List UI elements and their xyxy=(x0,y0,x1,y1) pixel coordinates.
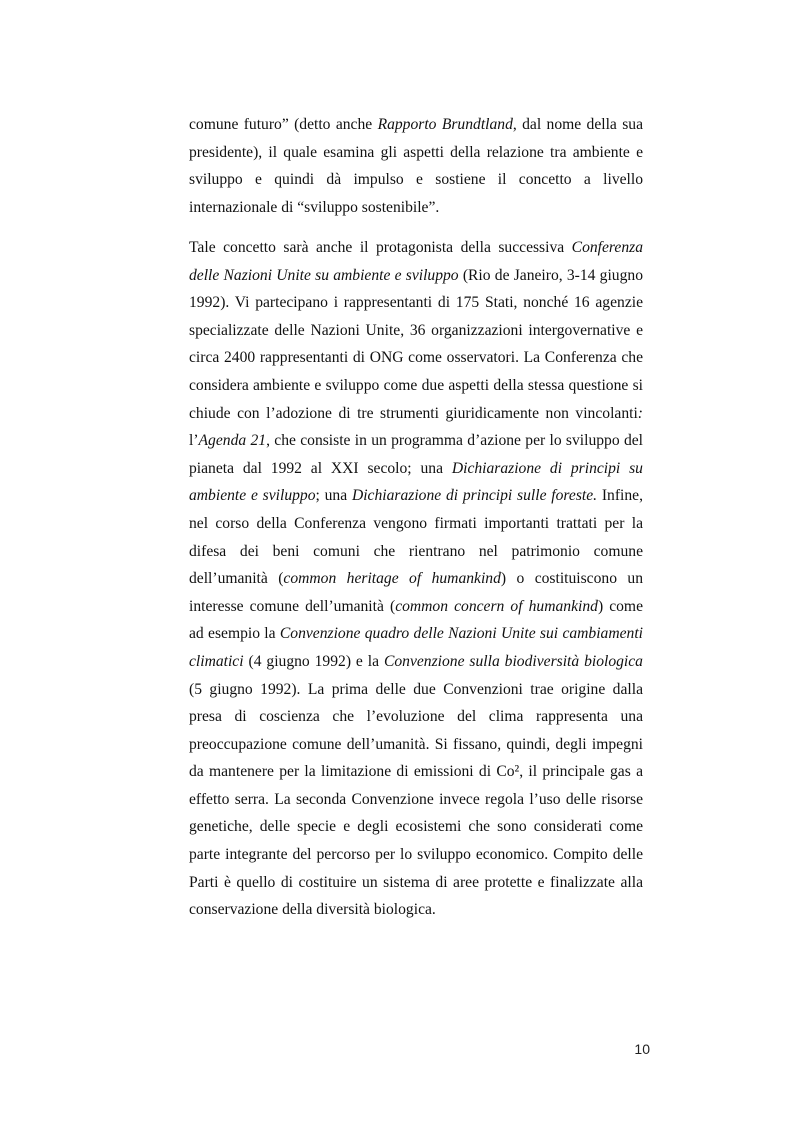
paragraph-rapporto-brundtland xyxy=(189,111,643,221)
page-number: 10 xyxy=(634,1041,650,1057)
italic-text-run: Dichiarazione di principi su ambiente e sviluppo xyxy=(189,459,643,505)
italic-text-run: Convenzione sulla biodiversità biologica xyxy=(383,652,643,670)
text-run: Tale concetto sarà anche il protagonista della successiva xyxy=(189,239,572,256)
text-run: , dal nome della sua presidente), il quale esamina gli aspetti della relazione tra ambiente e sviluppo e quindi dà impulso e sostiene il concetto a livello internazionale di “sviluppo sostenibile”. xyxy=(189,116,643,216)
text-run: (Rio de Janeiro, 3-14 giugno 1992). Vi partecipano i rappresentanti di 175 Stati, nonché 16 agenzie specializzate delle Nazioni Unite, 36 organizzazioni intergovernative e circa 2400 rappresentanti di ONG come osservatori. La Conferenza che considera ambiente e sviluppo come due aspetti della stessa questione si chiude con l’adozione di tre strumenti giuridicamente non vincolanti xyxy=(189,266,643,422)
italic-text-run: common concern of humankind xyxy=(395,597,598,615)
text-run: ) o costituiscono un interesse comune dell’umanità ( xyxy=(189,570,644,615)
text-run: ) come ad esempio la xyxy=(189,597,643,643)
italic-text-run: common heritage of humankind xyxy=(283,570,501,588)
text-run: (5 giugno 1992). La prima delle due Convenzioni trae origine dalla presa di coscienza che l’evoluzione del clima rappresenta una preoccupazione comune dell’umanità. Si fissano, quindi, degli impegni da mantenere per la limitazione di emissioni di Co², il principale gas a effetto serra. La seconda Convenzione invece regola l’uso delle risorse genetiche, delle specie e degli ecosistemi che sono considerati come parte integrante del percorso per lo sviluppo economico. Compito delle Parti è quello di costituire un sistema di aree protette e finalizzate alla conservazione della diversità biologica. xyxy=(189,680,643,919)
italic-text-run: Dichiarazione di principi sulle foreste. xyxy=(351,487,598,505)
text-run: Infine, nel corso della Conferenza vengono firmati importanti trattati per la difesa dei beni comuni che rientrano nel patrimonio comune dell’umanità ( xyxy=(189,487,643,588)
text-run: (4 giugno 1992) e la xyxy=(243,652,384,670)
paragraph-conferenza-rio xyxy=(189,234,643,924)
text-run: comune futuro” (detto anche xyxy=(189,116,378,133)
italic-text-run: Conferenza delle Nazioni Unite su ambiente e sviluppo xyxy=(189,239,643,284)
text-run: l’ xyxy=(189,432,199,450)
italic-text-run: Convenzione quadro delle Nazioni Unite sui cambiamenti climatici xyxy=(189,625,643,670)
text-run: ; una xyxy=(315,487,352,505)
italic-text-run: : xyxy=(637,404,643,422)
italic-text-run: Rapporto Brundtland xyxy=(377,116,513,133)
text-run: , che consiste in un programma d’azione per lo sviluppo del pianeta dal 1992 al XXI secolo; una xyxy=(189,432,643,477)
italic-text-run: Agenda 21 xyxy=(198,432,267,450)
